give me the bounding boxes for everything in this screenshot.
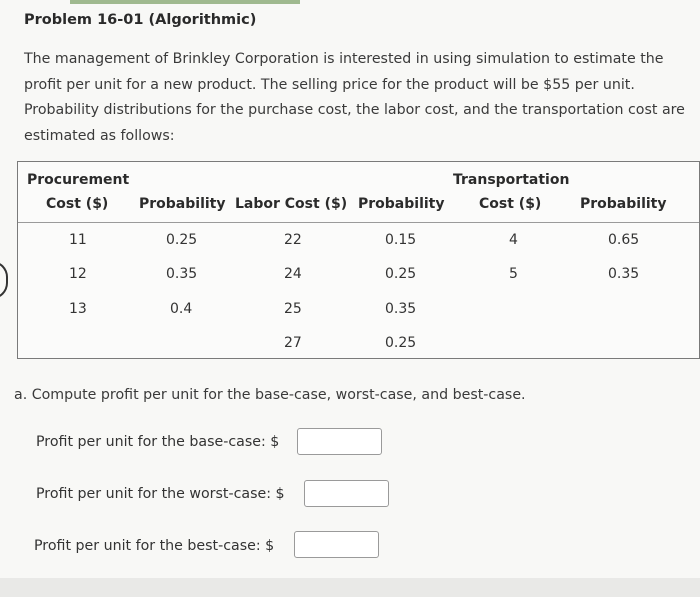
table-cell-proc: 12	[69, 266, 87, 282]
table-cell-proc: 13	[69, 301, 87, 317]
table-cell-p2: 0.15	[385, 232, 417, 248]
table-cell-proc: 11	[69, 232, 87, 248]
base-case-label: Profit per unit for the base-case: $	[36, 434, 280, 450]
intro-line: The management of Brinkley Corporation is interested in using simulation to estimate the	[24, 51, 664, 67]
table-cell-labor: 24	[284, 266, 302, 282]
worst-case-input[interactable]	[304, 480, 389, 507]
table-cell-p3: 0.65	[608, 232, 640, 248]
problem-title: Problem 16-01 (Algorithmic)	[24, 12, 257, 28]
best-case-label: Profit per unit for the best-case: $	[34, 538, 275, 554]
table-cell-p1: 0.4	[170, 301, 193, 317]
table-cell-trans: 4	[509, 232, 518, 248]
top-accent-line	[70, 0, 300, 4]
header-probability-2: Probability	[358, 196, 445, 212]
header-transportation-cost: Cost ($)	[479, 196, 542, 212]
table-cell-p1: 0.25	[166, 232, 198, 248]
header-probability-3: Probability	[580, 196, 667, 212]
intro-line: profit per unit for a new product. The selling price for the product will be $55 per unit.	[24, 76, 635, 93]
problem-intro	[24, 47, 694, 149]
table-cell-p3: 0.35	[608, 266, 640, 282]
table-cell-trans: 5	[509, 266, 518, 282]
probability-table	[17, 161, 700, 359]
left-edge-arc	[0, 261, 8, 299]
table-cell-p2: 0.25	[385, 335, 417, 351]
header-divider	[18, 222, 699, 223]
table-cell-p2: 0.25	[385, 266, 417, 282]
header-transportation: Transportation	[453, 172, 570, 188]
bottom-strip	[0, 578, 700, 597]
header-probability-1: Probability	[139, 196, 226, 212]
table-cell-p2: 0.35	[385, 301, 417, 317]
base-case-input[interactable]	[297, 428, 382, 455]
header-procurement: Procurement	[27, 172, 130, 188]
header-procurement-cost: Cost ($)	[46, 196, 109, 212]
table-cell-labor: 27	[284, 335, 302, 351]
table-cell-labor: 22	[284, 232, 302, 248]
table-cell-p1: 0.35	[166, 266, 198, 282]
worst-case-label: Profit per unit for the worst-case: $	[36, 486, 285, 502]
intro-line: estimated as follows:	[24, 127, 175, 144]
intro-line: Probability distributions for the purchase cost, the labor cost, and the transportation cost are	[24, 102, 685, 118]
table-cell-labor: 25	[284, 301, 302, 317]
header-labor-cost: Labor Cost ($)	[235, 196, 348, 212]
question-part-a: a. Compute profit per unit for the base-case, worst-case, and best-case.	[14, 387, 526, 403]
best-case-input[interactable]	[294, 531, 379, 558]
